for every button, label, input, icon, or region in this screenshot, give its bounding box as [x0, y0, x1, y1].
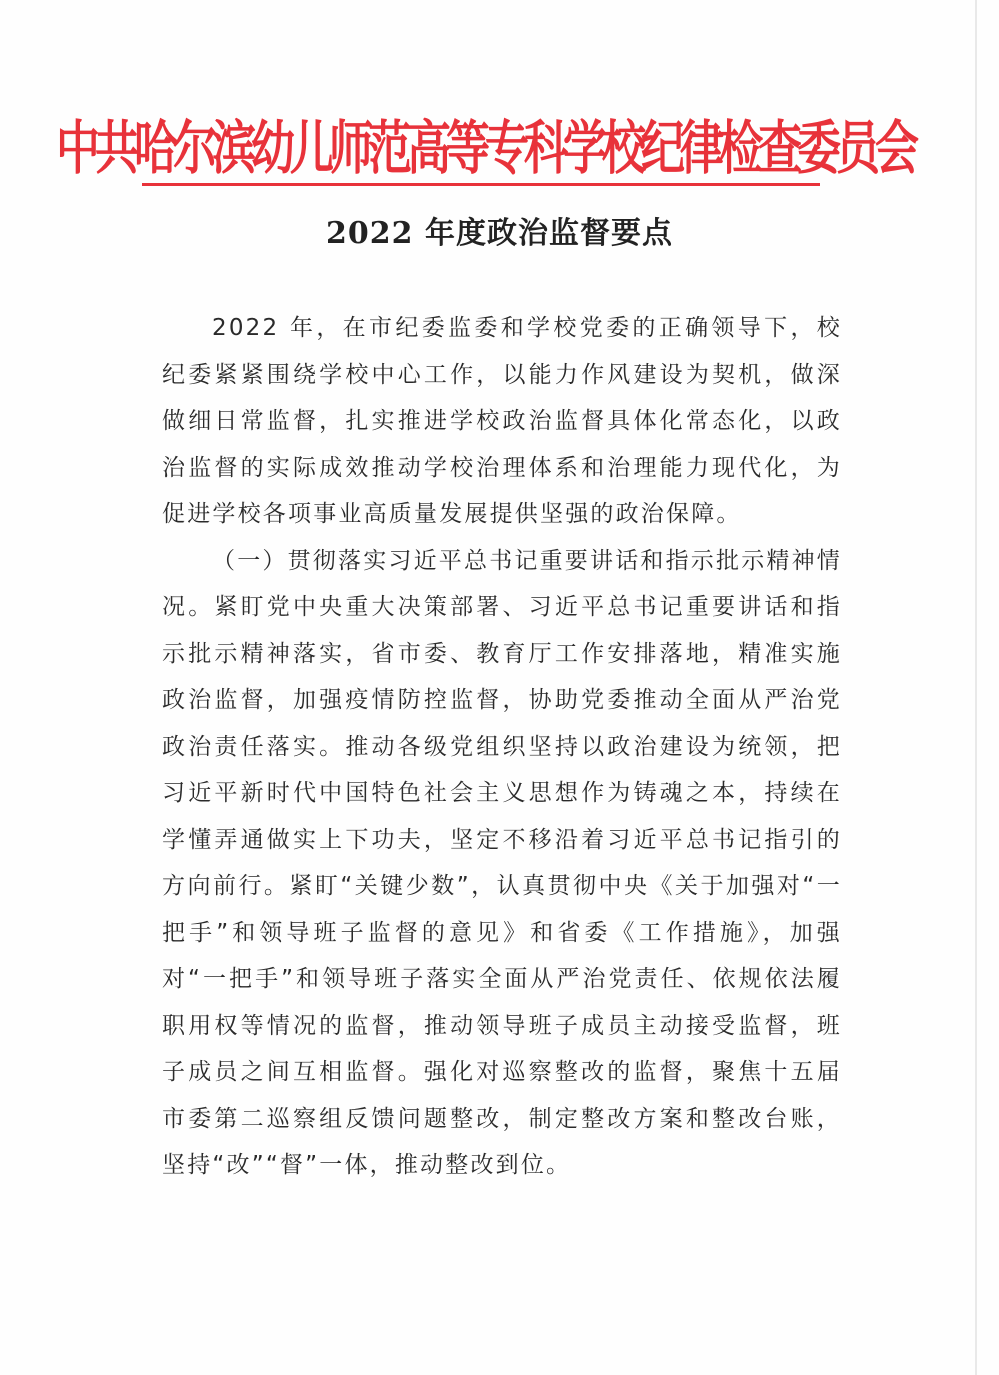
section-one-paragraph: （一）贯彻落实习近平总书记重要讲话和指示批示精神情况。紧盯党中央重大决策部署、习近平总书记重要讲话和指示批示精神落实，省市委、教育厅工作安排落地，精准实施政治监督，加强疫情防控监督，协助党委推动全面从严治党政治责任落实。推动各级党组织坚持以政治建设为统领，把习近平新时代中国特色社会主义思想作为铸魂之本，持续在学懂弄通做实上下功夫，坚定不移沿着习近平总书记指引的方向前行。紧盯“关键少数”，认真贯彻中央《关于加强对“一把手”和领导班子监督的意见》和省委《工作措施》，加强对“一把手”和领导班子落实全面从严治党责任、依规依法履职用权等情况的监督，推动领导班子成员主动接受监督，班子成员之间互相监督。强化对巡察整改的监督，聚焦十五届市委第二巡察组反馈问题整改，制定整改方案和整改台账，坚持“改”“督”一体，推动整改到位。 [162, 547, 842, 1178]
masthead [56, 102, 914, 184]
document-title: 2022 年度政治监督要点 [326, 216, 673, 251]
document-body [162, 305, 842, 1189]
red-divider-line [142, 183, 820, 186]
intro-paragraph: 2022 年，在市纪委监委和学校党委的正确领导下，校纪委紧紧围绕学校中心工作，以能力作风建设为契机，做深做细日常监督，扎实推进学校政治监督具体化常态化，以政治监督的实际成效推动学校治理体系和治理能力现代化，为促进学校各项事业高质量发展提供坚强的政治保障。 [162, 315, 842, 527]
organization-name: 中共哈尔滨幼儿师范高等专科学校纪律检查委员会 [56, 115, 914, 183]
page-edge [975, 0, 977, 1375]
